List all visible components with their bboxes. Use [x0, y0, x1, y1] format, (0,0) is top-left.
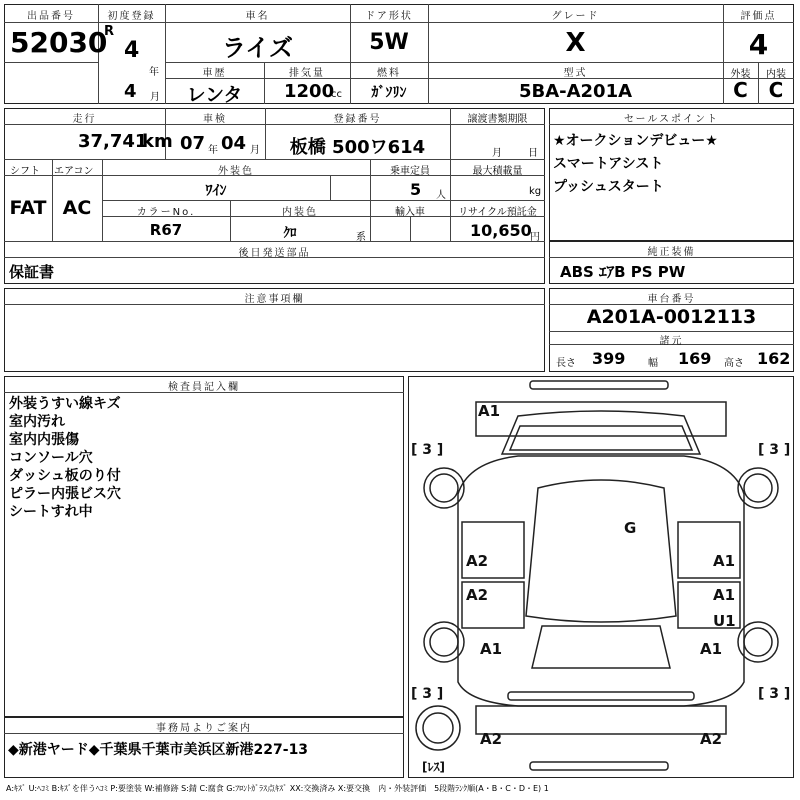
score-value: 4 — [748, 28, 769, 61]
int-color-unit: 系 — [356, 232, 366, 243]
inspection-month-unit: 月 — [250, 145, 260, 156]
reg-month: 4 — [124, 81, 137, 102]
note-item: 外装うすい線キズ — [9, 396, 121, 412]
reg-year: 4 — [124, 38, 140, 63]
inspection-year: 07 — [180, 133, 206, 154]
displacement-value: 1200 — [284, 81, 335, 102]
history-value: レンタ — [186, 84, 243, 106]
int-color-label: 内装色 — [282, 207, 318, 218]
tire-rl-inner — [430, 628, 458, 656]
transfer-month: 月 — [492, 148, 502, 159]
equipment-label: 純正装備 — [647, 247, 696, 258]
tire-tread: [ 3 ] — [758, 686, 791, 702]
model-value: 5BA-A201A — [518, 81, 633, 102]
spare-tire-inner — [423, 713, 453, 743]
exterior-value: C — [733, 78, 748, 102]
sales-points-box — [549, 108, 794, 241]
chassis-value: A201A-0012113 — [586, 306, 757, 328]
sales-points-label: セールスポイント — [623, 114, 720, 125]
length-label: 長さ — [556, 358, 576, 369]
length-value: 399 — [592, 349, 626, 368]
tire-rr-inner — [744, 628, 772, 656]
damage-mark: A1 — [700, 640, 723, 658]
spare-tire-label: [ﾚｽ] — [422, 760, 445, 774]
width-value: 169 — [678, 349, 712, 368]
damage-mark: A2 — [480, 730, 503, 748]
inspection-year-unit: 年 — [208, 145, 218, 156]
history-label: 車歴 — [202, 68, 227, 79]
mileage-unit: km — [142, 131, 173, 152]
transfer-day: 日 — [528, 148, 538, 159]
front-bumper — [476, 402, 726, 436]
damage-mark: G — [624, 519, 637, 537]
damage-mark: A1 — [713, 552, 736, 570]
interior-label: 内装 — [766, 69, 786, 80]
grade-value: X — [565, 28, 586, 58]
damage-mark: A1 — [480, 640, 503, 658]
first-reg-label: 初度登録 — [107, 11, 156, 22]
rear-window — [532, 626, 670, 668]
color-no-label: カラーNo. — [136, 207, 196, 218]
inspection-label: 車検 — [203, 114, 227, 125]
damage-mark: A2 — [700, 730, 723, 748]
note-item: 室内内張傷 — [9, 432, 79, 448]
note-item: ダッシュ板のり付 — [9, 468, 121, 484]
capacity-label: 乗車定員 — [390, 166, 430, 177]
max-load-unit: kg — [529, 186, 542, 197]
max-load-label: 最大積載量 — [472, 166, 523, 177]
width-label: 幅 — [648, 358, 658, 369]
fuel-label: 燃料 — [377, 68, 401, 79]
height-value: 162 — [757, 349, 791, 368]
legend: A:ｷｽﾞ U:ﾍｺﾐ B:ｷｽﾞを伴うﾍｺﾐ P:要塗装 W:補修跡 S:錆 C:腐食 G:ﾌﾛﾝﾄｶﾞﾗｽ点ｷｽﾞ XX:交換済み X:要交換 内・外装評価 5段階ﾗﾝｸ順(A・B・C・D・E) 1 — [6, 784, 549, 793]
damage-mark: A1 — [478, 402, 501, 420]
door-value: 5W — [369, 30, 409, 55]
lot-no: 52030 — [10, 26, 108, 59]
inspector-label: 検査員記入欄 — [168, 382, 240, 393]
ac-label: エアコン — [54, 166, 94, 177]
import-label: 輸入車 — [395, 207, 425, 218]
score-label: 評価点 — [740, 11, 777, 22]
office-message: ◆新港ヤード◆千葉県千葉市美浜区新港227-13 — [8, 742, 309, 758]
rear-bumper — [476, 706, 726, 734]
transfer-label: 譲渡書類期限 — [467, 114, 528, 125]
later-parts-value: 保証書 — [9, 263, 55, 281]
shift-label: シフト — [10, 166, 40, 177]
windshield — [510, 426, 692, 450]
note-item: コンソール穴 — [9, 450, 93, 466]
note-item: ピラー内張ビス穴 — [9, 486, 121, 502]
plate-value: 板橋 500ワ614 — [289, 137, 426, 158]
tire-tread: [ 3 ] — [758, 442, 791, 458]
exterior-label: 外装 — [730, 69, 751, 80]
rear-strip — [508, 692, 694, 700]
tire-fl-inner — [430, 474, 458, 502]
damage-mark: U1 — [713, 612, 736, 630]
car-name: ライズ — [221, 34, 294, 62]
ac-value: AC — [62, 197, 92, 219]
lot-no-label: 出品番号 — [27, 11, 75, 22]
tire-tread: [ 3 ] — [411, 686, 444, 702]
color-no-value: R67 — [149, 221, 183, 239]
mileage-value: 37,741 — [78, 131, 148, 152]
grade-label: グレード — [551, 11, 600, 22]
hood-outline — [502, 411, 700, 454]
recycle-unit: 円 — [530, 232, 540, 243]
later-parts-label: 後日発送部品 — [238, 248, 311, 259]
inspector-notes — [9, 395, 121, 521]
spec-label: 諸元 — [659, 336, 684, 347]
fuel-value: ｶﾞｿﾘﾝ — [371, 85, 407, 101]
car-name-label: 車名 — [245, 11, 270, 22]
sales-point-3: プッシュスタート — [553, 179, 664, 195]
damage-mark: A2 — [466, 586, 489, 604]
inspection-month: 04 — [221, 133, 247, 154]
damage-mark: A2 — [466, 552, 489, 570]
displacement-unit: cc — [331, 89, 342, 100]
shift-value: FAT — [9, 197, 47, 219]
tire-fr-inner — [744, 474, 772, 502]
reg-year-unit: 年 — [149, 67, 159, 78]
capacity-value: 5 — [410, 180, 422, 199]
displacement-label: 排気量 — [289, 68, 325, 79]
caution-label: 注意事項欄 — [244, 294, 305, 305]
car-diagram — [408, 376, 794, 778]
era-mark: R — [104, 24, 115, 39]
color-value: ﾜｲﾝ — [205, 183, 227, 199]
recycle-value: 10,650 — [470, 221, 532, 240]
mileage-label: 走行 — [72, 114, 97, 125]
recycle-label: リサイクル預託金 — [458, 207, 537, 218]
height-label: 高さ — [724, 358, 744, 369]
color-label: 外装色 — [218, 166, 254, 177]
cabin-roof — [526, 480, 676, 622]
note-item: シートすれ中 — [9, 504, 93, 520]
roof-rack-top — [530, 381, 668, 389]
damage-mark: A1 — [713, 586, 736, 604]
plate-label: 登録番号 — [333, 114, 382, 125]
int-color-value: ｸﾛ — [283, 226, 297, 241]
door-label: ドア形状 — [365, 11, 413, 22]
roof-rack-bottom — [530, 762, 668, 770]
equipment-value: ABS ｴｱB PS PW — [560, 263, 686, 281]
capacity-unit: 人 — [436, 190, 446, 201]
tire-tread: [ 3 ] — [411, 442, 444, 458]
office-label: 事務局よりご案内 — [156, 723, 252, 734]
interior-value: C — [768, 78, 784, 102]
chassis-label: 車台番号 — [647, 294, 696, 305]
note-item: 室内汚れ — [9, 414, 65, 430]
sales-point-2: スマートアシスト — [553, 156, 664, 172]
sales-point-1: ★オークションデビュー★ — [553, 133, 718, 149]
reg-month-unit: 月 — [150, 92, 160, 103]
model-label: 型式 — [563, 68, 588, 79]
